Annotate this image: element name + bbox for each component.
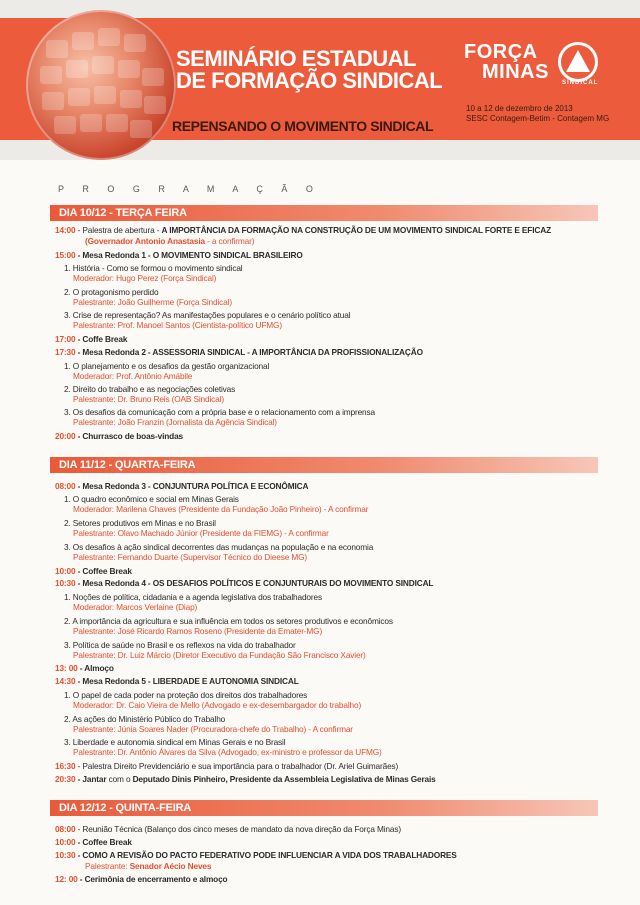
speaker: Palestrante: Dr. Bruno Reis (OAB Sindical) bbox=[73, 394, 224, 404]
session-time: 17:00 bbox=[55, 334, 76, 344]
session-title: - Churrasco de boas-vindas bbox=[75, 431, 184, 441]
session-1400-speaker bbox=[55, 236, 615, 246]
session-title: - Reunião Técnica (Balanço dos cinco meses de mandato da nova direção da Força Minas) bbox=[75, 824, 401, 834]
speaker-note: - a confirmar) bbox=[204, 236, 255, 246]
list-item bbox=[64, 384, 616, 404]
list-item bbox=[64, 287, 616, 307]
day-1-label: DIA 10/12 - TERÇA FEIRA bbox=[59, 207, 187, 219]
logo-text-forca: FORÇA bbox=[464, 41, 538, 63]
programme-heading: P R O G R A M A Ç Ã O bbox=[58, 184, 321, 194]
list-item bbox=[64, 690, 616, 710]
topic: 3. Liberdade e autonomia sindical em Minas Gerais e no Brasil bbox=[64, 737, 286, 747]
session-time: 20:30 bbox=[55, 774, 76, 784]
speaker: Palestrante: João Guilherme (Força Sindical) bbox=[73, 297, 232, 307]
topic: 1. História - Como se formou o movimento sindical bbox=[64, 263, 243, 273]
day-1-bar bbox=[50, 205, 598, 221]
topic: 2. A importância da agricultura e sua influência em todos os setores produtivos e econômicos bbox=[64, 616, 393, 626]
event-subtitle: REPENSANDO O MOVIMENTO SINDICAL bbox=[172, 118, 434, 134]
session-1030-d3-speaker bbox=[55, 861, 615, 871]
speaker: Palestrante: Júnia Soares Nader (Procuradora-chefe do Trabalho) - A confirmar bbox=[73, 724, 353, 734]
speaker: Moderador: Dr. Caio Vieira de Mello (Advogado e ex-desembargador do trabalho) bbox=[73, 700, 362, 710]
session-time: 10:30 bbox=[55, 850, 76, 860]
session-title: - Coffee Break bbox=[75, 566, 132, 576]
day-3-label: DIA 12/12 - QUINTA-FEIRA bbox=[59, 802, 192, 814]
header bbox=[0, 0, 640, 160]
title-line-2: DE FORMAÇÃO SINDICAL bbox=[176, 68, 443, 93]
session-1200-d3 bbox=[55, 874, 615, 884]
session-title: - Almoço bbox=[77, 663, 114, 673]
session-title: A IMPORTÂNCIA DA FORMAÇÃO NA CONSTRUÇÃO DE UM MOVIMENTO SINDICAL FORTE E EFICAZ bbox=[161, 225, 551, 235]
topic: 2. Direito do trabalho e as negociações coletivas bbox=[64, 384, 236, 394]
list-item bbox=[64, 494, 616, 514]
event-date: 10 a 12 de dezembro de 2013 bbox=[466, 104, 573, 113]
day-2-bar bbox=[50, 457, 598, 473]
topic: 2. Setores produtivos em Minas e no Brasil bbox=[64, 518, 216, 528]
speaker: Palestrante: Dr. Luiz Márcio (Diretor Executivo da Fundação São Francisco Xavier) bbox=[73, 650, 366, 660]
topic: 1. O papel de cada poder na proteção dos direitos dos trabalhadores bbox=[64, 690, 308, 700]
session-time: 14:30 bbox=[55, 676, 76, 686]
topic: 2. As ações do Ministério Público do Trabalho bbox=[64, 714, 226, 724]
list-item bbox=[64, 714, 616, 734]
session-time: 17:30 bbox=[55, 347, 76, 357]
topic: 3. Crise de representação? As manifestações populares e o cenário político atual bbox=[64, 310, 351, 320]
list-item bbox=[64, 310, 616, 330]
session-time: 16:30 bbox=[55, 761, 76, 771]
session-1030-d3 bbox=[55, 850, 615, 860]
topic: 3. Os desafios à ação sindical decorrentes das mudanças na população e na economia bbox=[64, 542, 374, 552]
list-item bbox=[64, 518, 616, 538]
list-item bbox=[64, 640, 616, 660]
session-title: - Coffee Break bbox=[75, 837, 132, 847]
speaker: Moderador: Prof. Antônio Amábile bbox=[73, 371, 193, 381]
topic: 2. O protagonismo perdido bbox=[64, 287, 159, 297]
list-item bbox=[64, 361, 616, 381]
list-item bbox=[64, 737, 616, 757]
session-0800 bbox=[55, 481, 615, 491]
session-0800-d3 bbox=[55, 824, 615, 834]
session-time: 13: 00 bbox=[55, 663, 78, 673]
session-time: 08:00 bbox=[55, 481, 76, 491]
session-time: 12: 00 bbox=[55, 874, 78, 884]
event-info bbox=[466, 104, 609, 124]
session-title: - Mesa Redonda 3 - CONJUNTURA POLÍTICA E ECONÔMICA bbox=[75, 481, 309, 491]
speaker: Moderador: Hugo Perez (Força Sindical) bbox=[73, 273, 217, 283]
day-2-label: DIA 11/12 - QUARTA-FEIRA bbox=[59, 459, 196, 471]
session-1430 bbox=[55, 676, 615, 686]
event-venue: SESC Contagem-Betim - Contagem MG bbox=[466, 114, 610, 123]
session-title: - Palestra Direito Previdenciário e sua importância para o trabalhador (Dr. Ariel Guimarães) bbox=[75, 761, 399, 771]
photo-globe-image bbox=[26, 10, 176, 160]
session-time: 14:00 bbox=[55, 225, 76, 235]
session-title: - Mesa Redonda 5 - LIBERDADE E AUTONOMIA SINDICAL bbox=[75, 676, 299, 686]
session-title: - Mesa Redonda 4 - OS DESAFIOS POLÍTICOS E CONJUNTURAIS DO MOVIMENTO SINDICAL bbox=[75, 578, 434, 588]
session-1630 bbox=[55, 761, 615, 771]
session-text: - Palestra de abertura - bbox=[75, 225, 162, 235]
topic: 1. Noções de política, cidadania e a agenda legislativa dos trabalhadores bbox=[64, 592, 322, 602]
speaker-name: Senador Aécio Neves bbox=[129, 861, 212, 871]
speaker: Palestrante: Dr. Antônio Álvares da Silva (Advogado, ex-ministro e professor da UFMG) bbox=[73, 747, 382, 757]
logo-text-sindical: SINDICAL bbox=[562, 80, 599, 86]
topic: 3. Os desafios da comunicação com a própria base e o relacionamento com a imprensa bbox=[64, 407, 375, 417]
session-time: 15:00 bbox=[55, 250, 76, 260]
speaker: Palestrante: Olavo Machado Júnior (Presidente da FIEMG) - A confirmar bbox=[73, 528, 329, 538]
session-1300 bbox=[55, 663, 615, 673]
session-1000 bbox=[55, 566, 615, 576]
session-time: 10:30 bbox=[55, 578, 76, 588]
speaker: Palestrante: José Ricardo Ramos Roseno (Presidente da Emater-MG) bbox=[73, 626, 323, 636]
session-guest: Deputado Dinis Pinheiro, Presidente da Assembleia Legislativa de Minas Gerais bbox=[132, 774, 436, 784]
session-title: - COMO A REVISÃO DO PACTO FEDERATIVO PODE INFLUENCIAR A VIDA DOS TRABALHADORES bbox=[75, 850, 457, 860]
session-2030 bbox=[55, 774, 615, 784]
session-title: - Coffe Break bbox=[75, 334, 128, 344]
session-1730 bbox=[55, 347, 615, 357]
session-1030 bbox=[55, 578, 615, 588]
list-item bbox=[64, 407, 616, 427]
logo-text-minas: MINAS bbox=[482, 61, 549, 83]
speaker: Palestrante: Fernando Duarte (Supervisor Técnico do Dieese MG) bbox=[73, 552, 308, 562]
session-1400 bbox=[55, 225, 615, 235]
session-connector: com o bbox=[106, 774, 133, 784]
session-title: - Mesa Redonda 1 - O MOVIMENTO SINDICAL BRASILEIRO bbox=[75, 250, 303, 260]
topic: 1. O quadro econômico e social em Minas Gerais bbox=[64, 494, 239, 504]
list-item bbox=[64, 263, 616, 283]
session-title: - Mesa Redonda 2 - ASSESSORIA SINDICAL - A IMPORTÂNCIA DA PROFISSIONALIZAÇÃO bbox=[75, 347, 423, 357]
speaker: Palestrante: João Franzin (Jornalista da Agência Sindical) bbox=[73, 417, 277, 427]
list-item bbox=[64, 542, 616, 562]
topic: 3. Política de saúde no Brasil e os reflexos na vida do trabalhador bbox=[64, 640, 296, 650]
list-item bbox=[64, 592, 616, 612]
session-1700 bbox=[55, 334, 615, 344]
logo-triangle-icon bbox=[566, 50, 590, 72]
session-time: 10:00 bbox=[55, 837, 76, 847]
speaker: Moderador: Marcos Verlaine (Diap) bbox=[73, 602, 198, 612]
speaker-name: (Governador Antonio Anastasia bbox=[85, 236, 205, 246]
session-title: - Cerimônia de encerramento e almoço bbox=[77, 874, 228, 884]
session-2000 bbox=[55, 431, 615, 441]
topic: 1. O planejamento e os desafios da gestão organizacional bbox=[64, 361, 270, 371]
session-time: 08:00 bbox=[55, 824, 76, 834]
session-title: - Jantar bbox=[75, 774, 107, 784]
session-time: 20:00 bbox=[55, 431, 76, 441]
title-line-1: SEMINÁRIO ESTADUAL bbox=[176, 46, 416, 71]
list-item bbox=[64, 616, 616, 636]
session-1000-d3 bbox=[55, 837, 615, 847]
speaker: Palestrante: Prof. Manoel Santos (Cientista-político UFMG) bbox=[73, 320, 282, 330]
speaker: Moderador: Marilena Chaves (Presidente da Fundação João Pinheiro) - A confirmar bbox=[73, 504, 369, 514]
speaker-prefix: Palestrante: bbox=[85, 861, 130, 871]
session-time: 10:00 bbox=[55, 566, 76, 576]
event-title bbox=[176, 48, 442, 92]
session-1500 bbox=[55, 250, 615, 260]
forca-minas-logo bbox=[462, 40, 610, 90]
day-3-bar bbox=[50, 800, 598, 816]
